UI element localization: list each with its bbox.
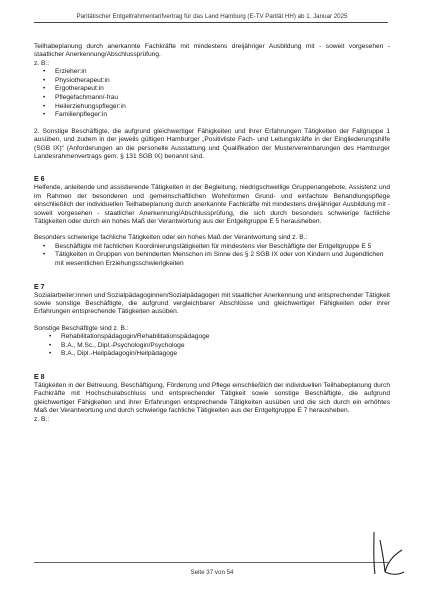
list-item: • B.A., Dipl.-Heilpädagogin/Heilpädagoge [49,350,178,358]
e7-heading: E 7 [34,283,45,291]
e7-paragraph: Sozialarbeiter:innen und Sozialpädagoginnen/Sozialpädagogen mit staatlicher Anerkennung und entsprechender Tätigkeit sowie sonstige Beschäftigte, die aufgrund vergleichbarer Abschlüsse und gleichwertiger Fähigkeiten oder ihrer Erfahrungen entsprechende Tätigkeiten ausüben. [34,291,390,316]
top-occupation-list [34,68,390,120]
list-item: • Erzieher:in [43,68,87,76]
e8-heading: E 8 [34,374,45,382]
page-number: Seite 37 von 54 [190,569,234,576]
e6-heading: E 6 [34,176,45,184]
handwritten-initials-signature [366,522,410,582]
page-content [34,43,390,424]
list-item: • Physiotherapeut:in [43,76,110,84]
e6-examples-list [34,243,390,269]
header-rule [34,22,388,23]
list-item: • Familienpfleger:in [43,111,108,119]
list-item: • Heilerziehungspfleger:in [43,102,126,110]
bullet-icon: • [43,251,46,259]
list-item: • B.A., M.Sc., Dipl.-Psychologin/Psychologe [49,341,185,349]
bullet-icon: • [43,102,46,110]
list-item: • Beschäftigte mit fachlichen Koordinierungstätigkeiten für mindestens vier Beschäftigte der Entgeltgruppe E 5 [43,242,372,250]
top-zb-label: z. B.: [34,59,50,67]
list-item: • Rehabilitationspädagogin/Rehabilitationspädagoge [49,333,210,341]
bullet-icon: • [43,85,46,93]
bullet-icon: • [43,76,46,84]
e6-examples-intro: Besonders schwierige fachliche Tätigkeiten oder ein hohes Maß der Verantwortung sind z. B.: [34,234,308,242]
bullet-icon: • [43,68,46,76]
top-intro-paragraph: Teilhabeplanung durch anerkannte Fachkräfte mit mindestens dreijähriger Ausbildung mit - soweit vorgesehen - staatlicher Anerkennung/Abschlussprüfung. [34,43,390,59]
e8-paragraph: Tätigkeiten in der Betreuung, Beschäftigung, Förderung und Pflege einschließlich der individuellen Teilhabeplanung durch Fachkräfte mit Hochschulabschluss und entsprechender Tätigkeit sowie sonstige Beschäftigte, die aufgrund gleichwertiger Fähigkeiten und ihrer Erfahrungen entsprechende Tätigkeiten ausüben und die sich durch ein erhöhtes Maß der Verantwortung und durch schwierige fachliche Tätigkeiten aus der Entgeltgruppe E 7 herausheben. [34,382,390,415]
bullet-icon: • [49,333,52,341]
bullet-icon: • [49,350,52,358]
list-item: • Ergotherapeut:in [43,85,104,93]
running-header: Paritätischer Entgeltrahmentarifvertrag für das Land Hamburg (E-TV Parität HH) ab 1. Januar 2025 [76,13,348,20]
list-item: • Pflegefachmann/-frau [43,94,119,101]
e7-examples-list [34,333,390,359]
bullet-icon: • [43,111,46,119]
e6-paragraph: Helfende, anleitende und assistierende Tätigkeiten in der Begleitung, niedrigschwellige Gruppenangebote, Assistenz und im Rahmen der besonderen und gemeinschaftlichen Wohnformen Grund- und einfachste Behandlungspflege einschließlich der individuellen Teilhabeplanung durch anerkannte Fachkräfte mit mindestens dreijähriger Ausbildung mit - soweit vorgesehen - staatlicher Anerkennung/Abschlussprüfung, die sich durch besonders schwierige fachliche Tätigkeiten oder durch ein hohes Maß der Verantwortung aus der Entgeltgruppe E 5 herausheben. [34,184,390,226]
top-paragraph-2: 2. Sonstige Beschäftigte, die aufgrund gleichwertiger Fähigkeiten und ihrer Erfahrungen Tätigkeiten der Fallgruppe 1 ausüben, und zudem in der jeweils gültigen Hamburger „Positivliste Fach- und Leitungskräfte in der Eingliederungshilfe (SGB IX)“ (Anforderungen an die personelle Ausstattung und Qualifikation der Mustervereinbarungen des Hamburger Landesrahmenvertrags gem. § 131 SGB IX) benannt sind. [34,127,390,160]
footer-rule [34,562,388,563]
e8-zb-label: z. B.: [34,415,50,423]
bullet-icon: • [49,341,52,349]
list-item: • Tätigkeiten in Gruppen von behinderten Menschen im Sinne des § 2 SGB IX oder von Kindern und Jugendlichen mit wesentlichen Erziehungsschwierigkeiten [43,251,384,268]
bullet-icon: • [43,94,46,101]
e7-examples-intro: Sonstige Beschäftigte sind z. B.: [34,324,129,332]
bullet-icon: • [43,242,46,250]
